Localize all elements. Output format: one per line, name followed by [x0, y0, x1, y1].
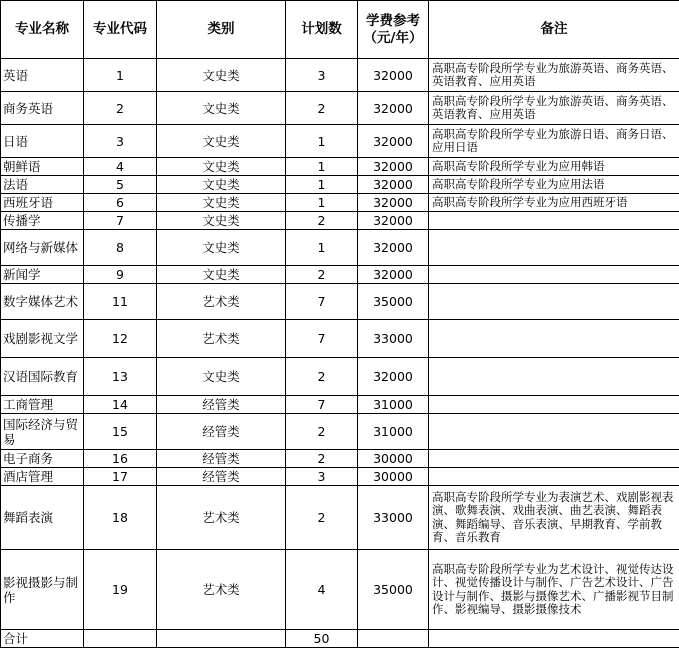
major-name: 电子商务 [1, 450, 84, 468]
plan-count: 2 [286, 358, 358, 396]
major-code: 3 [84, 125, 157, 158]
major-code: 1 [84, 59, 157, 92]
header-note: 备注 [429, 1, 679, 59]
table-row [1, 176, 679, 194]
total-label: 合计 [1, 630, 84, 648]
major-code: 17 [84, 468, 157, 486]
remark: 高职高专阶段所学专业为应用西班牙语 [429, 194, 679, 212]
major-name: 工商管理 [1, 396, 84, 414]
total-plan: 50 [286, 630, 358, 648]
table-row [1, 450, 679, 468]
table-row [1, 468, 679, 486]
tuition-fee: 32000 [358, 230, 429, 266]
major-code: 13 [84, 358, 157, 396]
plan-count: 3 [286, 59, 358, 92]
tuition-fee: 35000 [358, 284, 429, 320]
table-row [1, 92, 679, 125]
tuition-fee: 31000 [358, 396, 429, 414]
plan-count: 7 [286, 284, 358, 320]
major-category: 文史类 [157, 212, 286, 230]
remark [429, 230, 679, 266]
plan-count: 3 [286, 468, 358, 486]
major-category: 文史类 [157, 358, 286, 396]
major-category: 文史类 [157, 266, 286, 284]
plan-count: 7 [286, 396, 358, 414]
plan-count: 1 [286, 176, 358, 194]
major-code: 9 [84, 266, 157, 284]
major-code: 19 [84, 550, 157, 630]
table-row [1, 486, 679, 550]
major-category: 文史类 [157, 194, 286, 212]
header-plan: 计划数 [286, 1, 358, 59]
major-code: 5 [84, 176, 157, 194]
table-row [1, 230, 679, 266]
major-code: 8 [84, 230, 157, 266]
remark [429, 266, 679, 284]
remark [429, 396, 679, 414]
tuition-fee: 31000 [358, 414, 429, 450]
total-fee-cell [358, 630, 429, 648]
remark: 高职高专阶段所学专业为旅游日语、商务日语、应用日语 [429, 125, 679, 158]
major-code: 14 [84, 396, 157, 414]
remark: 高职高专阶段所学专业为旅游英语、商务英语、英语教育、应用英语 [429, 59, 679, 92]
major-code: 18 [84, 486, 157, 550]
tuition-fee: 32000 [358, 212, 429, 230]
total-row [1, 630, 679, 648]
header-fee: 学费参考（元/年） [358, 1, 429, 59]
major-category: 艺术类 [157, 284, 286, 320]
plan-count: 1 [286, 194, 358, 212]
table-row [1, 59, 679, 92]
table-row [1, 125, 679, 158]
plan-count: 2 [286, 450, 358, 468]
remark: 高职高专阶段所学专业为旅游英语、商务英语、英语教育、应用英语 [429, 92, 679, 125]
tuition-fee: 33000 [358, 486, 429, 550]
remark [429, 284, 679, 320]
major-code: 11 [84, 284, 157, 320]
remark: 高职高专阶段所学专业为应用法语 [429, 176, 679, 194]
tuition-fee: 32000 [358, 266, 429, 284]
plan-count: 2 [286, 486, 358, 550]
table-row [1, 550, 679, 630]
major-name: 法语 [1, 176, 84, 194]
major-category: 艺术类 [157, 320, 286, 358]
major-name: 商务英语 [1, 92, 84, 125]
major-category: 文史类 [157, 125, 286, 158]
major-name: 数字媒体艺术 [1, 284, 84, 320]
table-row [1, 396, 679, 414]
major-category: 文史类 [157, 92, 286, 125]
tuition-fee: 32000 [358, 92, 429, 125]
table-row [1, 358, 679, 396]
major-name: 英语 [1, 59, 84, 92]
major-category: 经管类 [157, 396, 286, 414]
total-category-cell [157, 630, 286, 648]
major-category: 经管类 [157, 450, 286, 468]
major-code: 4 [84, 158, 157, 176]
major-category: 经管类 [157, 414, 286, 450]
header-name: 专业名称 [1, 1, 84, 59]
major-name: 新闻学 [1, 266, 84, 284]
plan-count: 1 [286, 230, 358, 266]
major-name: 日语 [1, 125, 84, 158]
major-name: 西班牙语 [1, 194, 84, 212]
header-code: 专业代码 [84, 1, 157, 59]
major-code: 2 [84, 92, 157, 125]
major-code: 15 [84, 414, 157, 450]
major-category: 文史类 [157, 158, 286, 176]
remark [429, 450, 679, 468]
major-name: 舞蹈表演 [1, 486, 84, 550]
major-category: 经管类 [157, 468, 286, 486]
remark [429, 468, 679, 486]
tuition-fee: 30000 [358, 468, 429, 486]
major-name: 酒店管理 [1, 468, 84, 486]
tuition-fee: 32000 [358, 125, 429, 158]
plan-count: 1 [286, 125, 358, 158]
table-row [1, 266, 679, 284]
major-code: 6 [84, 194, 157, 212]
header-category: 类别 [157, 1, 286, 59]
tuition-fee: 32000 [358, 158, 429, 176]
tuition-fee: 32000 [358, 358, 429, 396]
major-name: 国际经济与贸易 [1, 414, 84, 450]
plan-count: 1 [286, 158, 358, 176]
remark: 高职高专阶段所学专业为表演艺术、戏剧影视表演、歌舞表演、戏曲表演、曲艺表演、舞蹈表演、舞蹈编导、音乐表演、早期教育、学前教育、音乐教育 [429, 486, 679, 550]
remark: 高职高专阶段所学专业为应用韩语 [429, 158, 679, 176]
tuition-fee: 35000 [358, 550, 429, 630]
major-name: 影视摄影与制作 [1, 550, 84, 630]
remark [429, 414, 679, 450]
plan-count: 7 [286, 320, 358, 358]
tuition-fee: 30000 [358, 450, 429, 468]
table-row [1, 194, 679, 212]
total-code-cell [84, 630, 157, 648]
remark [429, 358, 679, 396]
table-row [1, 284, 679, 320]
plan-count: 4 [286, 550, 358, 630]
remark [429, 212, 679, 230]
tuition-fee: 32000 [358, 176, 429, 194]
major-category: 文史类 [157, 59, 286, 92]
major-name: 传播学 [1, 212, 84, 230]
table-row [1, 212, 679, 230]
total-note-cell [429, 630, 679, 648]
remark [429, 320, 679, 358]
tuition-fee: 32000 [358, 194, 429, 212]
plan-count: 2 [286, 266, 358, 284]
tuition-fee: 32000 [358, 59, 429, 92]
major-code: 7 [84, 212, 157, 230]
major-name: 朝鲜语 [1, 158, 84, 176]
major-category: 文史类 [157, 230, 286, 266]
major-code: 16 [84, 450, 157, 468]
header-row [1, 1, 679, 59]
table-row [1, 158, 679, 176]
table-row [1, 414, 679, 450]
major-category: 艺术类 [157, 486, 286, 550]
remark: 高职高专阶段所学专业为艺术设计、视觉传达设计、视觉传播设计与制作、广告艺术设计、广告设计与制作、摄影与摄像艺术、广播影视节目制作、影视编导、摄影摄像技术 [429, 550, 679, 630]
major-name: 网络与新媒体 [1, 230, 84, 266]
major-category: 艺术类 [157, 550, 286, 630]
table-row [1, 320, 679, 358]
major-code: 12 [84, 320, 157, 358]
plan-count: 2 [286, 92, 358, 125]
tuition-fee: 33000 [358, 320, 429, 358]
major-name: 戏剧影视文学 [1, 320, 84, 358]
major-name: 汉语国际教育 [1, 358, 84, 396]
major-category: 文史类 [157, 176, 286, 194]
plan-count: 2 [286, 212, 358, 230]
plan-count: 2 [286, 414, 358, 450]
